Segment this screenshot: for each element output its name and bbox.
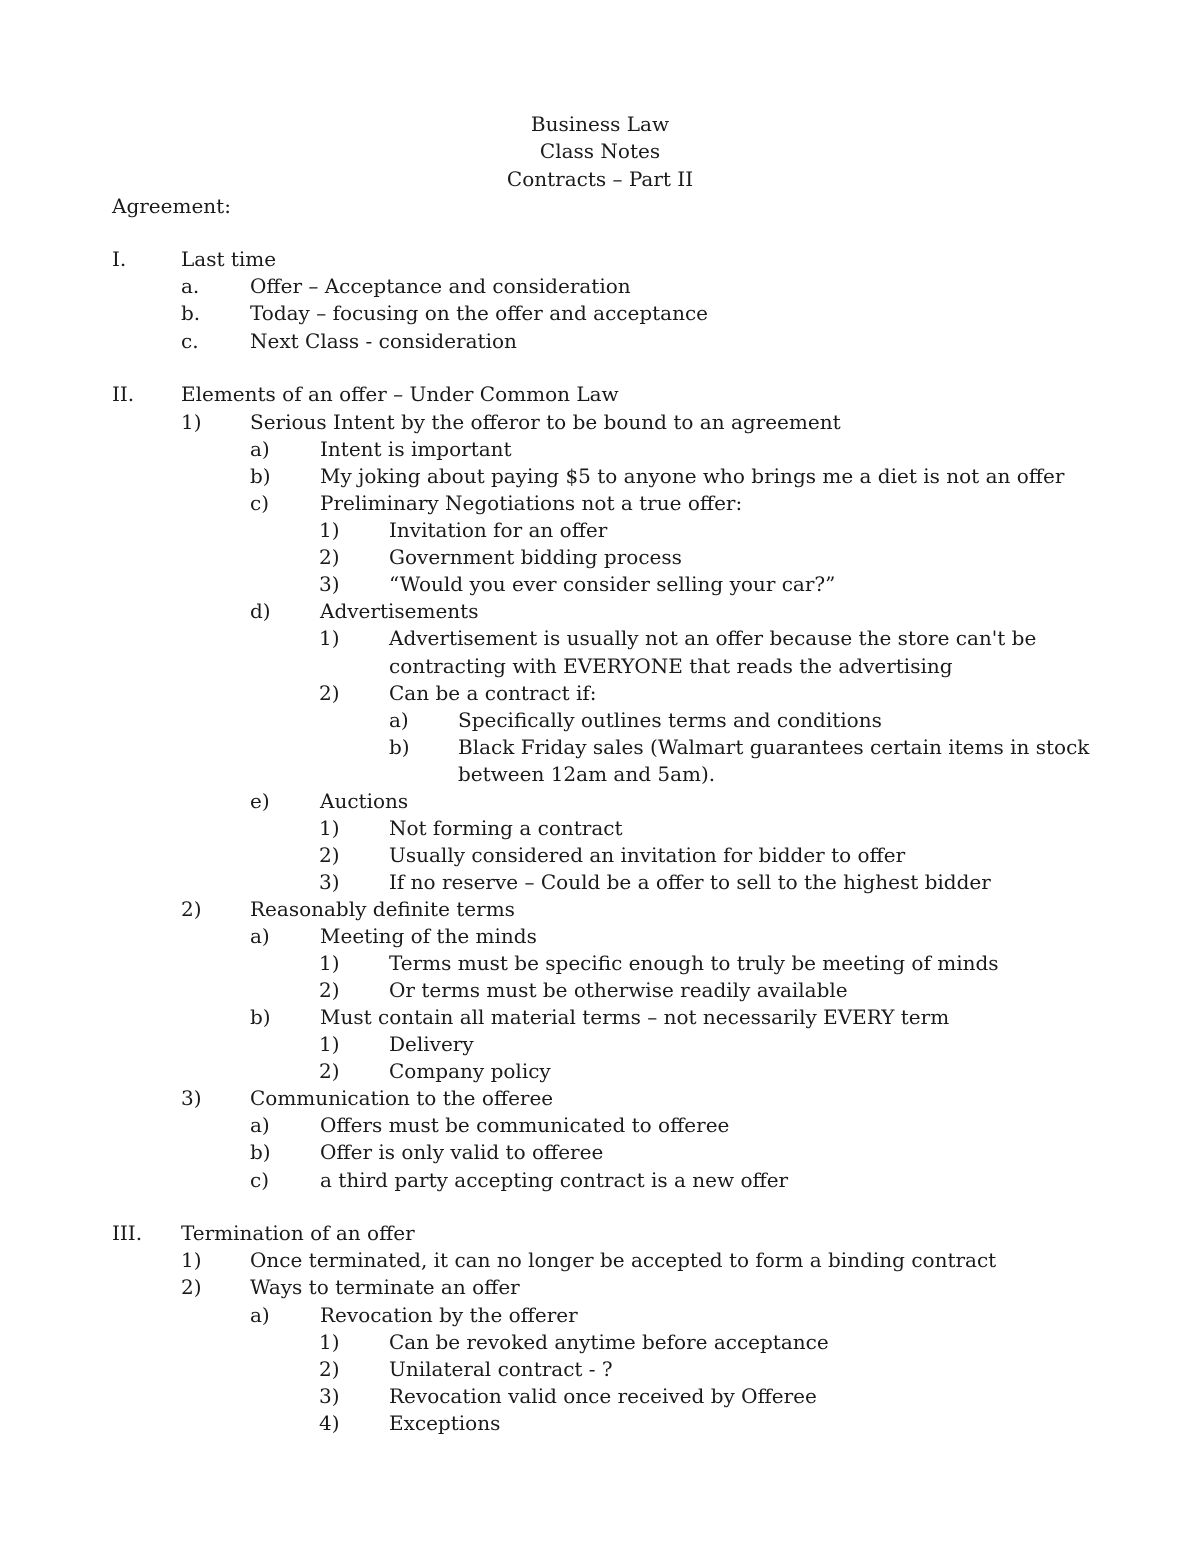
outline-item bbox=[0, 1383, 1200, 1410]
list-item-text: Usually considered an invitation for bidder to offer bbox=[389, 843, 906, 867]
outline-item bbox=[0, 1085, 1200, 1112]
list-item-text: Can be a contract if: bbox=[389, 681, 597, 705]
outline-item bbox=[0, 571, 1200, 598]
outline-item bbox=[0, 544, 1200, 571]
list-marker: c. bbox=[181, 329, 199, 353]
outline-item bbox=[0, 1112, 1200, 1139]
outline-section bbox=[0, 381, 1200, 408]
list-marker: a) bbox=[250, 437, 270, 461]
list-marker: c) bbox=[250, 491, 270, 515]
list-item-text: Ways to terminate an offer bbox=[250, 1275, 520, 1299]
outline-item bbox=[0, 950, 1200, 977]
outline-item bbox=[0, 1031, 1200, 1058]
list-item-text: Today – focusing on the offer and acceptance bbox=[250, 301, 708, 325]
list-marker: b) bbox=[250, 1005, 271, 1029]
outline-item bbox=[0, 869, 1200, 896]
list-marker: 1) bbox=[181, 1248, 202, 1272]
list-marker: 4) bbox=[319, 1411, 340, 1435]
list-item-text: Company policy bbox=[389, 1059, 551, 1083]
outline-item bbox=[0, 1356, 1200, 1383]
list-item-text: Offer is only valid to offeree bbox=[320, 1140, 604, 1164]
list-item-text: My joking about paying $5 to anyone who brings me a diet is not an offer bbox=[320, 464, 1065, 488]
outline-item bbox=[0, 598, 1200, 625]
list-marker: 2) bbox=[319, 1357, 340, 1381]
outline-item bbox=[0, 490, 1200, 517]
outline-item bbox=[0, 273, 1200, 300]
list-item-text: Once terminated, it can no longer be accepted to form a binding contract bbox=[250, 1248, 997, 1272]
list-marker: d) bbox=[250, 599, 271, 623]
list-marker: 1) bbox=[319, 951, 340, 975]
outline-item bbox=[0, 1058, 1200, 1085]
outline-item bbox=[0, 896, 1200, 923]
list-item-text: Offer – Acceptance and consideration bbox=[250, 274, 631, 298]
list-marker: 1) bbox=[319, 518, 340, 542]
notes-subtitle: Class Notes bbox=[539, 139, 661, 163]
outline-item bbox=[0, 977, 1200, 1004]
outline-item bbox=[0, 463, 1200, 490]
list-marker: 3) bbox=[181, 1086, 202, 1110]
list-marker: III. bbox=[112, 1221, 143, 1245]
list-marker: e) bbox=[250, 789, 270, 813]
outline-item bbox=[0, 734, 1200, 761]
list-item-text: Specifically outlines terms and conditions bbox=[458, 708, 882, 732]
list-marker: b. bbox=[181, 301, 201, 325]
list-item-text: Or terms must be otherwise readily available bbox=[389, 978, 848, 1002]
outline-item bbox=[0, 300, 1200, 327]
outline-item bbox=[0, 653, 1200, 680]
list-item-text: Delivery bbox=[389, 1032, 474, 1056]
list-item-text: Unilateral contract - ? bbox=[389, 1357, 613, 1381]
outline-item bbox=[0, 1247, 1200, 1274]
outline-item bbox=[0, 1167, 1200, 1194]
list-item-text: a third party accepting contract is a new offer bbox=[320, 1168, 789, 1192]
list-marker: 3) bbox=[319, 870, 340, 894]
list-item-text: Termination of an offer bbox=[181, 1221, 415, 1245]
outline-item bbox=[0, 1139, 1200, 1166]
outline-item bbox=[0, 409, 1200, 436]
list-marker: b) bbox=[250, 1140, 271, 1164]
section-heading bbox=[0, 193, 1200, 220]
list-item-text: Black Friday sales (Walmart guarantees certain items in stock bbox=[458, 735, 1090, 759]
list-marker: b) bbox=[250, 464, 271, 488]
list-item-text: Exceptions bbox=[389, 1411, 501, 1435]
outline-item bbox=[0, 1004, 1200, 1031]
list-marker: I. bbox=[112, 247, 127, 271]
list-item-text: “Would you ever consider selling your car?” bbox=[389, 572, 836, 596]
outline-item bbox=[0, 328, 1200, 355]
list-item-text: Offers must be communicated to offeree bbox=[320, 1113, 730, 1137]
list-item-text: Serious Intent by the offeror to be bound to an agreement bbox=[250, 410, 841, 434]
list-item-text: Intent is important bbox=[320, 437, 512, 461]
list-marker: 2) bbox=[319, 545, 340, 569]
list-item-text: If no reserve – Could be a offer to sell to the highest bidder bbox=[389, 870, 991, 894]
list-marker: a. bbox=[181, 274, 200, 298]
list-item-text: Elements of an offer – Under Common Law bbox=[181, 382, 619, 406]
list-item-text: Must contain all material terms – not necessarily EVERY term bbox=[320, 1005, 950, 1029]
list-item-text: Reasonably definite terms bbox=[250, 897, 515, 921]
list-item-text: Invitation for an offer bbox=[389, 518, 608, 542]
list-item-text: Not forming a contract bbox=[389, 816, 623, 840]
outline-item bbox=[0, 842, 1200, 869]
topic-title: Contracts – Part II bbox=[506, 167, 694, 191]
outline-item bbox=[0, 1329, 1200, 1356]
list-marker: 2) bbox=[319, 1059, 340, 1083]
outline-item bbox=[0, 436, 1200, 463]
outline-section bbox=[0, 246, 1200, 273]
list-marker: 1) bbox=[319, 1032, 340, 1056]
outline-item bbox=[0, 680, 1200, 707]
list-item-text: Revocation by the offerer bbox=[320, 1303, 578, 1327]
list-item-text: Government bidding process bbox=[389, 545, 682, 569]
list-marker: a) bbox=[250, 924, 270, 948]
list-item-text: Advertisements bbox=[320, 599, 479, 623]
list-item-text: Auctions bbox=[320, 789, 409, 813]
list-item-text: Preliminary Negotiations not a true offer: bbox=[320, 491, 743, 515]
list-item-text: contracting with EVERYONE that reads the advertising bbox=[389, 654, 953, 678]
list-marker: 2) bbox=[319, 978, 340, 1002]
list-marker: 2) bbox=[319, 681, 340, 705]
outline-section bbox=[0, 1220, 1200, 1247]
section-heading-text: Agreement: bbox=[112, 194, 231, 218]
list-item-text: Last time bbox=[181, 247, 277, 271]
course-title: Business Law bbox=[530, 112, 670, 136]
list-item-text: Communication to the offeree bbox=[250, 1086, 554, 1110]
list-marker: 1) bbox=[181, 410, 202, 434]
list-marker: a) bbox=[389, 708, 409, 732]
list-item-text: Can be revoked anytime before acceptance bbox=[389, 1330, 829, 1354]
list-marker: a) bbox=[250, 1113, 270, 1137]
list-marker: 1) bbox=[319, 1330, 340, 1354]
list-marker: a) bbox=[250, 1303, 270, 1327]
outline-item bbox=[0, 1302, 1200, 1329]
outline-item bbox=[0, 517, 1200, 544]
outline-item bbox=[0, 625, 1200, 652]
list-item-text: Revocation valid once received by Offeree bbox=[389, 1384, 817, 1408]
list-marker: II. bbox=[112, 382, 135, 406]
outline-item bbox=[0, 1410, 1200, 1437]
outline-item bbox=[0, 761, 1200, 788]
list-marker: 1) bbox=[319, 626, 340, 650]
outline-item bbox=[0, 788, 1200, 815]
list-item-text: Terms must be specific enough to truly be meeting of minds bbox=[389, 951, 999, 975]
list-marker: 2) bbox=[181, 1275, 202, 1299]
list-marker: b) bbox=[389, 735, 410, 759]
list-item-text: Meeting of the minds bbox=[320, 924, 537, 948]
list-marker: 2) bbox=[319, 843, 340, 867]
list-marker: 1) bbox=[319, 816, 340, 840]
list-marker: 2) bbox=[181, 897, 202, 921]
list-marker: c) bbox=[250, 1168, 270, 1192]
list-marker: 3) bbox=[319, 1384, 340, 1408]
list-item-text: Advertisement is usually not an offer because the store can't be bbox=[389, 626, 1037, 650]
outline-item bbox=[0, 815, 1200, 842]
list-item-text: Next Class - consideration bbox=[250, 329, 517, 353]
outline-item bbox=[0, 707, 1200, 734]
list-item-text: between 12am and 5am). bbox=[458, 762, 716, 786]
outline-item bbox=[0, 1274, 1200, 1301]
outline-item bbox=[0, 923, 1200, 950]
list-marker: 3) bbox=[319, 572, 340, 596]
